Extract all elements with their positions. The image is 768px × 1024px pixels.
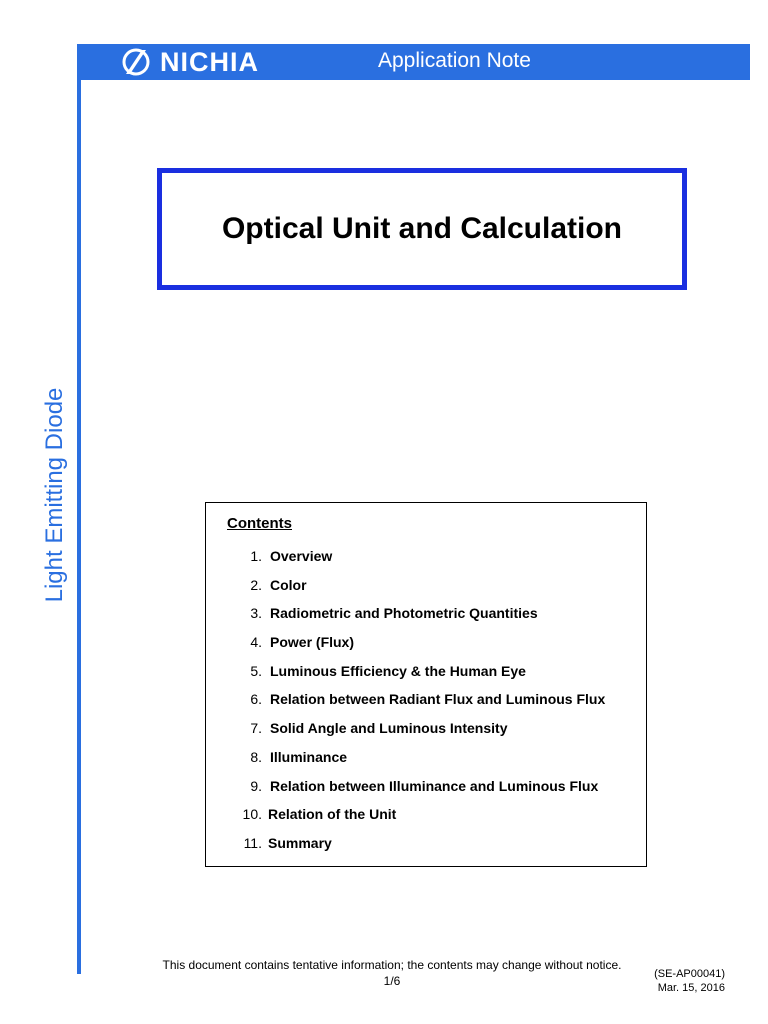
toc-item-label: Color xyxy=(270,576,307,593)
contents-heading: Contents xyxy=(227,515,292,532)
toc-item-label: Overview xyxy=(270,548,333,564)
toc-item-number: 10. xyxy=(242,806,262,823)
toc-item-number: 9. xyxy=(250,777,262,794)
toc-item-label: Illuminance xyxy=(270,748,348,765)
document-code: (SE-AP00041) xyxy=(654,968,725,980)
toc-item-label: Power (Flux) xyxy=(270,634,355,651)
nichia-logo-icon xyxy=(120,47,156,77)
toc-item-label: Relation of the Unit xyxy=(268,806,397,823)
toc-item-label: Radiometric and Photometric Quantities xyxy=(270,605,538,622)
toc-item-label: Solid Angle and Luminous Intensity xyxy=(270,720,508,737)
toc-item-number: 1. xyxy=(250,548,262,564)
brand-name: NICHIA xyxy=(160,47,259,77)
toc-item-number: 2. xyxy=(250,576,262,593)
toc-item-number: 11. xyxy=(243,834,262,851)
toc-item-label: Relation between Illuminance and Luminous Flux xyxy=(270,777,599,794)
left-rule-divider xyxy=(77,44,81,974)
title-box xyxy=(157,168,687,290)
toc-item-number: 7. xyxy=(250,720,262,737)
page-number: 1/6 xyxy=(383,974,401,988)
contents-box xyxy=(205,502,647,867)
toc-item-number: 5. xyxy=(250,662,262,679)
header-title: Application Note xyxy=(378,49,531,72)
toc-item-label: Relation between Radiant Flux and Luminous Flux xyxy=(270,691,606,708)
footer-notice: This document contains tentative information; the contents may change without notice. xyxy=(162,958,622,972)
toc-item-label: Luminous Efficiency & the Human Eye xyxy=(270,662,526,679)
brand-logo xyxy=(120,46,259,78)
toc-item-number: 4. xyxy=(250,634,262,651)
side-category-label: Light Emitting Diode xyxy=(41,387,68,603)
document-title: Optical Unit and Calculation xyxy=(221,212,623,245)
document-date: Mar. 15, 2016 xyxy=(657,982,725,994)
toc-item-number: 3. xyxy=(250,605,262,622)
toc-item-number: 8. xyxy=(250,748,262,765)
toc-item-number: 6. xyxy=(250,691,262,708)
toc-item-label: Summary xyxy=(268,834,332,851)
